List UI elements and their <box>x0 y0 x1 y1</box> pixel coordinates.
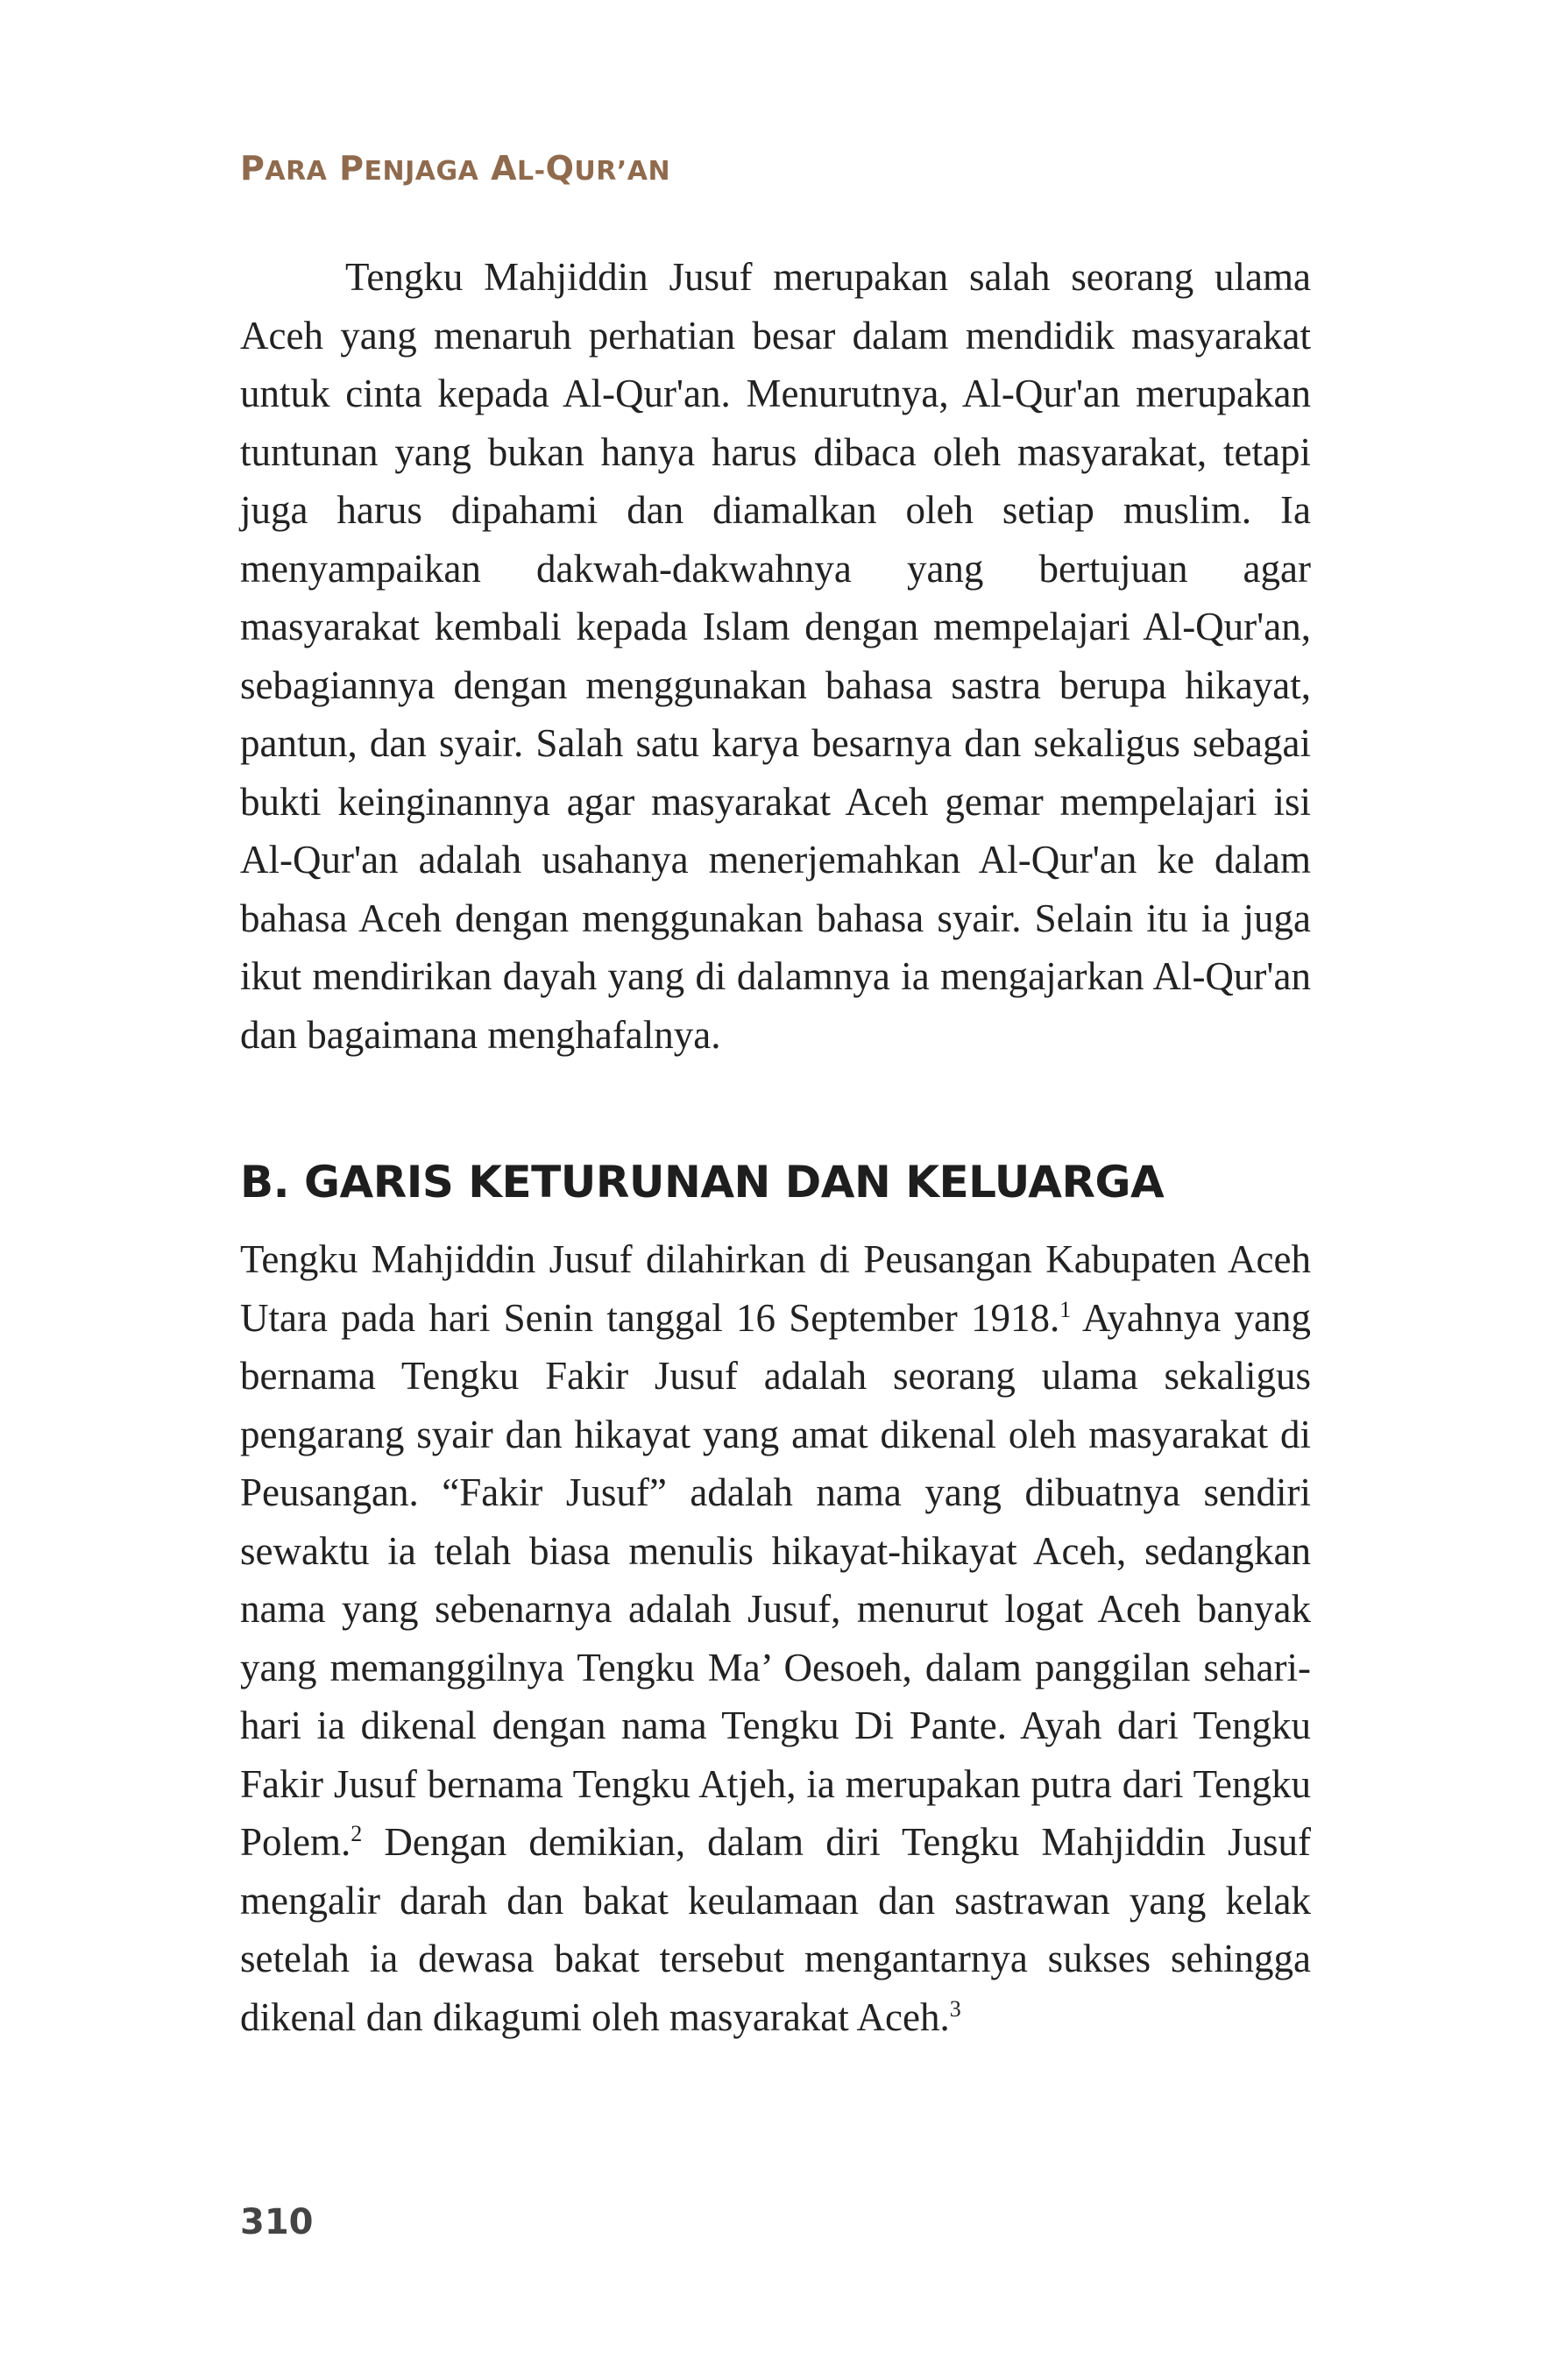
running-header-letter: P <box>240 149 266 188</box>
section-heading: B. GARIS KETURUNAN DAN KELUARGA <box>240 1157 1165 1208</box>
body-paragraph-intro: Tengku Mahjiddin Jusuf merupakan salah seorang ulama Aceh yang menaruh perhatian besar dalam mendidik masyarakat untuk cinta kepada Al-Qur'an. Menurutnya, Al-Qur'an merupakan tuntunan yang bukan hanya harus dibaca oleh masyarakat, tetapi juga harus dipahami dan diamalkan oleh setiap muslim. Ia menyampaikan dakwah-dakwahnya yang bertujuan agar masyarakat kembali kepada Islam dengan mempelajari Al-Qur'an, sebagiannya dengan menggunakan bahasa sastra berupa hikayat, pantun, dan syair. Salah satu karya besarnya dan sekaligus sebagai bukti keinginannya agar masyarakat Aceh gemar mempelajari isi Al-Qur'an adalah usahanya menerjemahkan Al-Qur'an ke dalam bahasa Aceh dengan menggunakan bahasa syair. Selain itu ia juga ikut mendirikan dayah yang di dalamnya ia mengajarkan Al-Qur'an dan bagaimana menghafalnya. <box>240 255 1311 1057</box>
running-header-smallcaps: L- <box>516 156 546 187</box>
running-header-letter: A <box>491 149 517 188</box>
running-header-smallcaps: ARA <box>265 156 328 187</box>
footnote-ref-2[interactable]: 2 <box>351 1821 363 1846</box>
running-header-letter: Q <box>545 149 575 188</box>
body-paragraph-lineage <box>240 1230 1311 2046</box>
footnote-ref-3[interactable]: 3 <box>949 1995 961 2022</box>
running-header-letter: P <box>339 149 365 188</box>
paragraph-text: Tengku Mahjiddin Jusuf dilahirkan di Peusangan Kabupaten Aceh Utara pada hari Senin tanggal 16 September 1918. <box>240 1237 1311 1340</box>
page-number: 310 <box>240 2202 314 2242</box>
paragraph-text: Dengan demikian, dalam diri Tengku Mahjiddin Jusuf mengalir darah dan bakat keulamaan dan sastrawan yang kelak setelah ia dewasa bakat tersebut mengantarnya sukses sehingga dikenal dan dikagumi oleh masyarakat Aceh. <box>240 1820 1311 2039</box>
paragraph-text: Ayahnya yang bernama Tengku Fakir Jusuf adalah seorang ulama sekaligus pengarang syair dan hikayat yang amat dikenal oleh masyarakat di Peusangan. “Fakir Jusuf” adalah nama yang dibuatnya sendiri sewaktu ia telah biasa menulis hikayat-hikayat Aceh, sedangkan nama yang sebenarnya adalah Jusuf, menurut logat Aceh banyak yang memanggilnya Tengku Ma’ Oesoeh, dalam panggilan sehari-hari ia dikenal dengan nama Tengku Di Pante. Ayah dari Tengku Fakir Jusuf bernama Tengku Atjeh, ia merupakan putra dari Tengku Polem. <box>240 1295 1311 1864</box>
footnote-ref-1[interactable]: 1 <box>1059 1296 1072 1322</box>
running-header-smallcaps: UR’AN <box>574 156 671 187</box>
running-header-smallcaps: ENJAGA <box>364 156 479 187</box>
running-header <box>240 149 670 188</box>
